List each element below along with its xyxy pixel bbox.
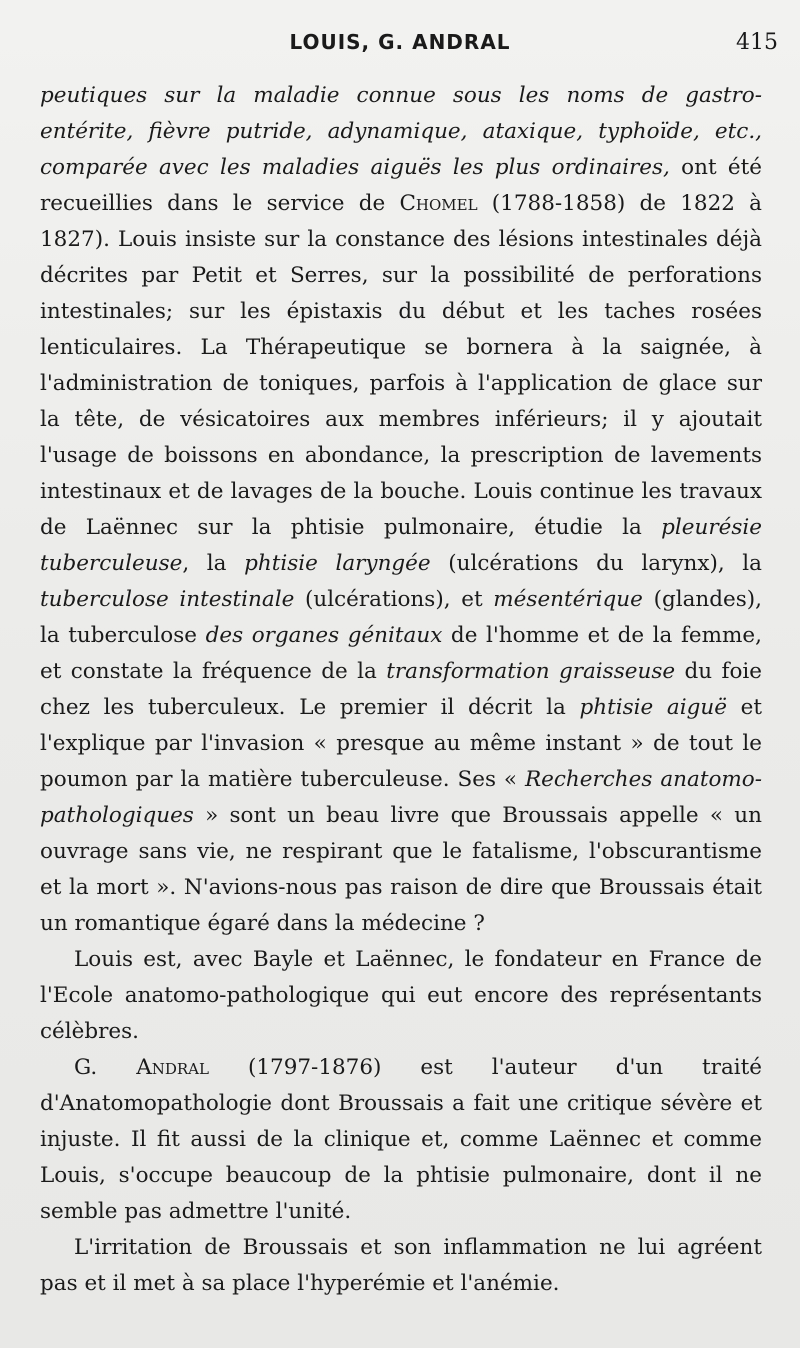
italic-term: transformation graisseuse	[386, 659, 676, 684]
text-run: (glandes), la tuberculose	[40, 587, 762, 648]
text-run: ont été recueillies dans le service de	[40, 155, 762, 216]
text-run: et l'explique par l'invasion « presque au même instant » de tout le poumon par la matière tuberculeuse. Ses «	[40, 695, 762, 792]
paragraph-4: L'irritation de Broussais et son inflammation ne lui agréent pas et il met à sa place l'hyperémie et l'anémie.	[40, 1235, 762, 1296]
text-run: (ulcérations du larynx), la	[430, 551, 762, 576]
page-header	[0, 30, 800, 70]
text-run: du foie chez les tuberculeux. Le premier il décrit la	[40, 659, 762, 720]
paragraph-1	[40, 78, 762, 942]
paragraph-2: Louis est, avec Bayle et Laënnec, le fondateur en France de l'Ecole anatomo-pathologique qui eut encore des représentants célèbres.	[40, 947, 762, 1044]
italic-term: phtisie aiguë	[579, 695, 727, 720]
paragraph-3	[40, 1050, 762, 1230]
text-run: (1788-1858) de 1822 à 1827). Louis insiste sur la constance des lésions intestinales déjà décrites par Petit et Serres, sur la possibilité de perforations intestinales; sur les épistaxis du début et les taches rosées lenticulaires. La Thérapeutique se bornera à la saignée, à l'administration de toniques, parfois à l'application de glace sur la tête, de vésicatoires aux membres inférieurs; il y ajoutait l'usage de boissons en abondance, la prescription de lavements intestinaux et de lavages de la bouche. Louis continue les travaux de Laënnec sur la phtisie pulmonaire, étudie la	[40, 191, 762, 540]
page-number: 415	[736, 30, 778, 55]
body-text	[40, 78, 762, 1302]
italic-term: mésentérique	[493, 587, 643, 612]
running-head: LOUIS, G. ANDRAL	[289, 30, 511, 54]
italic-term: phtisie laryngée	[244, 551, 431, 576]
text-run: , la	[182, 551, 245, 576]
author-name-chomel: Chomel	[399, 191, 478, 216]
italic-title: peutiques sur la maladie connue sous les noms de gastro-entérite, fièvre putride, adynamique, ataxique, typhoïde, etc., comparée avec les maladies aiguës les plus ordinaires,	[40, 83, 762, 180]
italic-term: tuberculose intestinale	[40, 587, 295, 612]
italic-title: Recherches anatomo-pathologiques	[40, 767, 762, 828]
italic-term: pleurésie tuberculeuse	[40, 515, 762, 576]
italic-term: des organes génitaux	[205, 623, 443, 648]
text-run: de l'homme et de la femme, et constate la fréquence de la	[40, 623, 762, 684]
text-run: » sont un beau livre que Broussais appelle « un ouvrage sans vie, ne respirant que le fatalisme, l'obscurantisme et la mort ». N'avions-nous pas raison de dire que Broussais était un romantique égaré dans la médecine ?	[40, 803, 762, 936]
text-run: (ulcérations), et	[294, 587, 494, 612]
text-run: (1797-1876) est l'auteur d'un traité d'Anatomopathologie dont Broussais a fait une critique sévère et injuste. Il fit aussi de la clinique et, comme Laënnec et comme Louis, s'occupe beaucoup de la phtisie pulmonaire, dont il ne semble pas admettre l'unité.	[40, 1055, 762, 1224]
author-name-andral: G. Andral	[74, 1055, 209, 1080]
